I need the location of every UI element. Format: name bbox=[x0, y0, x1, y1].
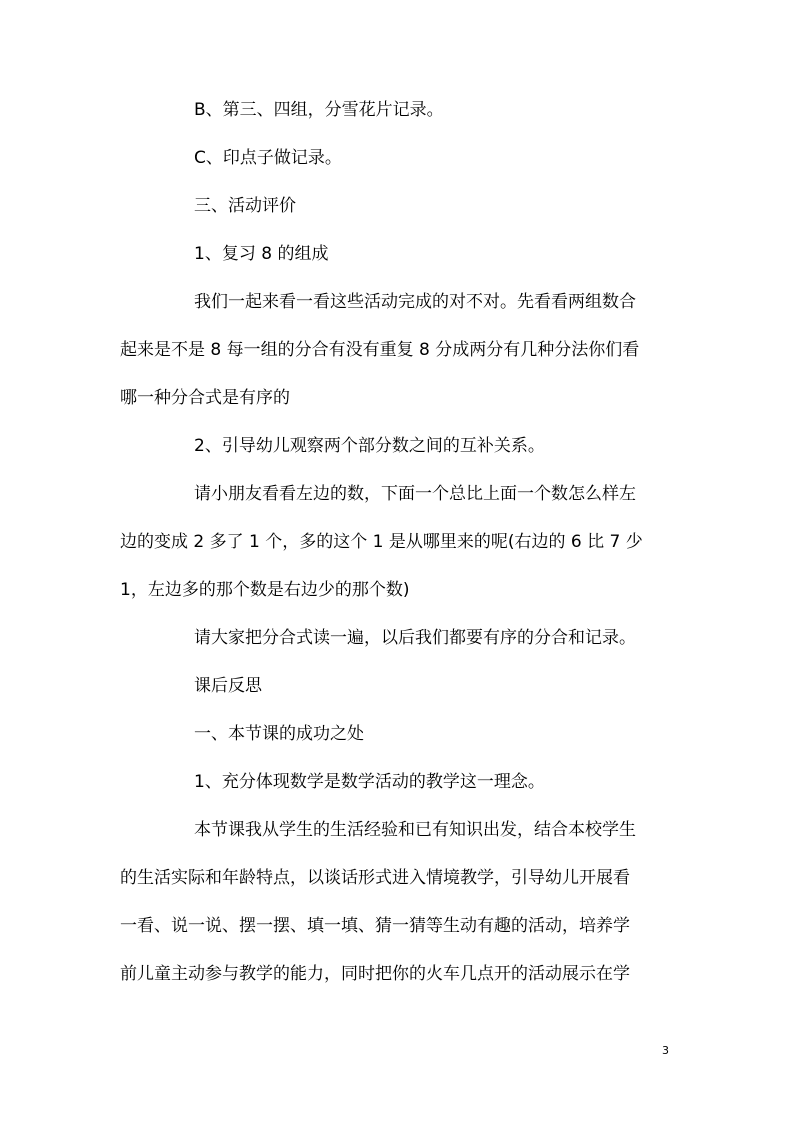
section-heading: 一、本节课的成功之处 bbox=[194, 724, 364, 744]
text-line: 哪一种分合式是有序的 bbox=[120, 388, 290, 408]
text-line: C、印点子做记录。 bbox=[194, 148, 342, 168]
text-line: 我们一起来看一看这些活动完成的对不对。先看看两组数合 bbox=[194, 292, 636, 312]
text-line: 起来是不是 8 每一组的分合有没有重复 8 分成两分有几种分法你们看 bbox=[120, 340, 640, 360]
text-line: 1、复习 8 的组成 bbox=[194, 244, 329, 264]
text-line: 的生活实际和年龄特点，以谈话形式进入情境教学，引导幼儿开展看 bbox=[120, 868, 630, 888]
text-line: 请大家把分合式读一遍，以后我们都要有序的分合和记录。 bbox=[194, 628, 636, 648]
page-number: 3 bbox=[662, 1044, 669, 1057]
text-line: 边的变成 2 多了 1 个，多的这个 1 是从哪里来的呢(右边的 6 比 7 少 bbox=[120, 532, 643, 552]
text-line: 本节课我从学生的生活经验和已有知识出发，结合本校学生 bbox=[194, 820, 636, 840]
text-line: 一看、说一说、摆一摆、填一填、猜一猜等生动有趣的活动，培养学 bbox=[120, 916, 630, 936]
text-line: 前儿童主动参与教学的能力，同时把你的火车几点开的活动展示在学 bbox=[120, 964, 630, 984]
section-heading: 三、活动评价 bbox=[194, 196, 296, 216]
text-line: 1，左边多的那个数是右边少的那个数) bbox=[120, 580, 410, 600]
text-line: B、第三、四组，分雪花片记录。 bbox=[194, 100, 444, 120]
section-heading: 课后反思 bbox=[194, 676, 262, 696]
text-line: 请小朋友看看左边的数，下面一个总比上面一个数怎么样左 bbox=[194, 484, 636, 504]
text-line: 2、引导幼儿观察两个部分数之间的互补关系。 bbox=[194, 436, 545, 456]
text-line: 1、充分体现数学是数学活动的教学这一理念。 bbox=[194, 772, 545, 792]
